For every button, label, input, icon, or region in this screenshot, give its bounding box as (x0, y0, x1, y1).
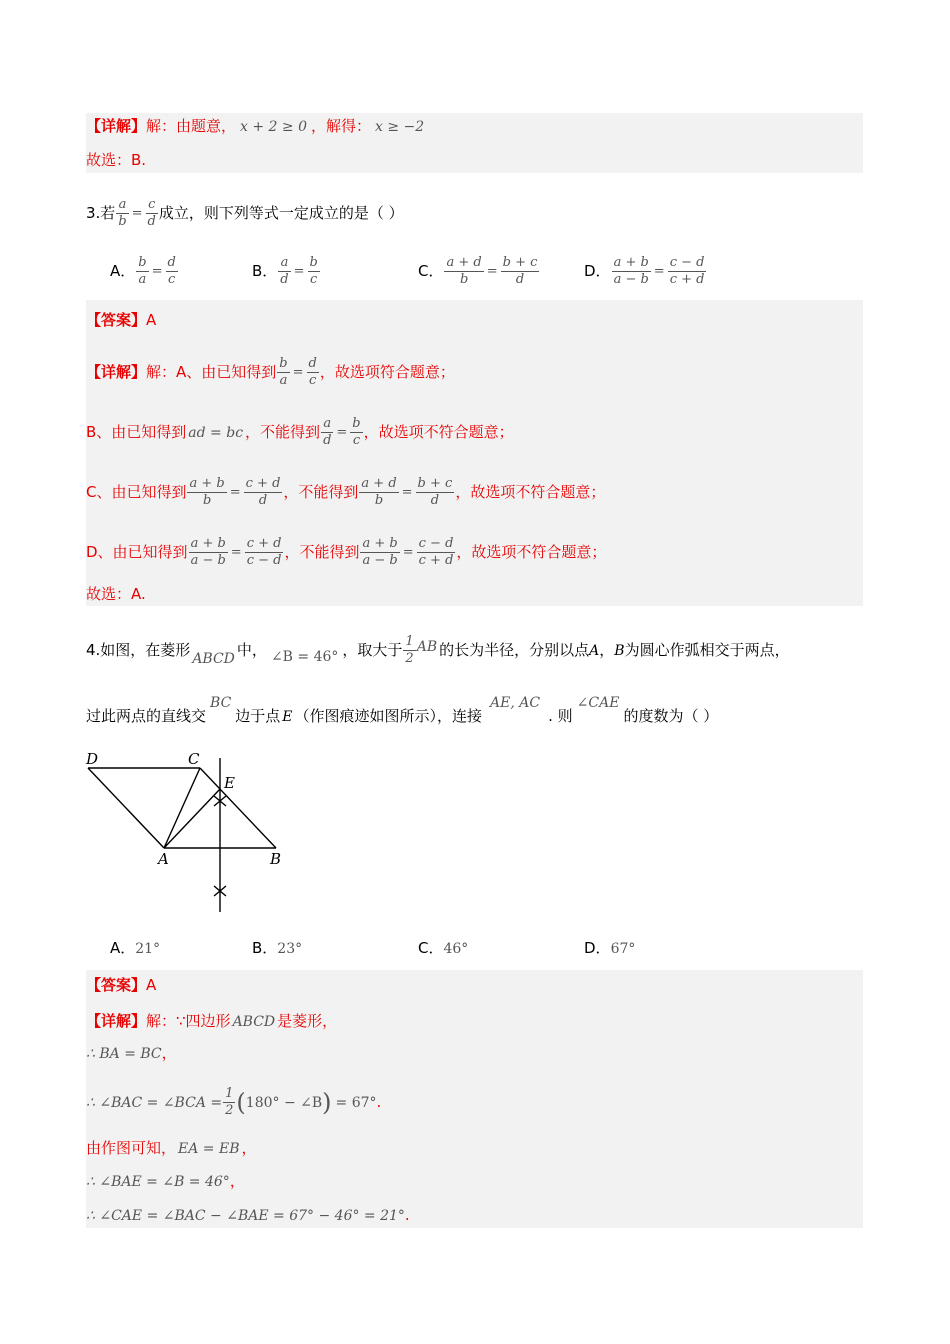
q4-option-d[interactable]: D．67° (584, 939, 636, 957)
q3-detail-d: D、由已知得到 $\frac{a + b}{a - b}$ = $\frac{c + d}{c - d}$ ，不能得到 $\frac{a + b}{a - b}$ = $\frac{c - d}{c + d}$ ，故选项不符合题意； (86, 536, 607, 568)
q3-answer-line: 【答案】A (86, 311, 157, 329)
q4-stem-line-1: 4.如图，在菱形 ABCD 中， ∠B = 46° ，取大于 $\frac{1}{2}$ AB 的长为半径，分别以点A，B为圆心作弧相交于两点， (86, 634, 790, 667)
q3-detail-a: 【详解】解：A、由已知得到 $\frac{b}{a}$ = $\frac{d}{c}$ ，故选项符合题意； (86, 356, 455, 388)
label-b: B (270, 850, 282, 868)
q3-option-a[interactable]: A． $\frac{b}{a}$ = $\frac{d}{c}$ (110, 255, 176, 287)
q4-answer-line: 【答案】A (86, 976, 157, 994)
q4-detail-4: 由作图可知， EA = EB ， (86, 1139, 257, 1157)
q4-detail-5: ∴ ∠BAE = ∠B = 46°， (86, 1172, 245, 1190)
q2-detail-tag: 【详解】 (86, 117, 147, 135)
q4-option-b[interactable]: B．23° (252, 939, 303, 957)
q3-option-b[interactable]: B． $\frac{a}{d}$ = $\frac{b}{c}$ (252, 255, 318, 287)
q4-rhombus-figure (82, 750, 292, 915)
segment-ac (164, 768, 200, 848)
label-e: E (224, 774, 235, 792)
q4-option-a[interactable]: A．21° (110, 939, 161, 957)
q2-condition: x + 2 ≥ 0 (240, 119, 308, 135)
q4-stem-line-2: 过此两点的直线交BC边于点 E （作图痕迹如图所示），连接AE, AC. 则∠CAE的度数为（ ） (86, 695, 719, 725)
q3-detail-c: C、由已知得到 $\frac{a + b}{b}$ = $\frac{c + d}{d}$ ，不能得到 $\frac{a + d}{b}$ = $\frac{b + c}{d}$ ，故选项不符合题意； (86, 476, 606, 508)
q4-answer: A (146, 976, 157, 994)
q2-detail-line: 【详解】解：由题意， x + 2 ≥ 0 ，解得： x ≥ −2 (86, 117, 425, 135)
q4-detail-6: ∴ ∠CAE = ∠BAC − ∠BAE = 67° − 46° = 21°. (86, 1206, 410, 1224)
q4-detail-3: ∴ ∠BAC = ∠BCA = $\frac{1}{2}$ (180° − ∠B) = 67°. (86, 1086, 382, 1118)
q3-given-left: $\frac{a}{b}$ (118, 197, 127, 229)
q2-result: x ≥ −2 (375, 119, 425, 135)
q3-stem: 3.若 $\frac{a}{b}$ = $\frac{c}{d}$ 成立，则下列等式一定成立的是（ ） (86, 197, 404, 229)
q3-option-c[interactable]: C． $\frac{a + d}{b}$ = $\frac{b + c}{d}$ (418, 255, 538, 287)
edge-da (88, 768, 164, 848)
label-a: A (158, 850, 169, 868)
q4-detail-1: 【详解】解：∵四边形 ABCD 是菱形， (86, 1012, 338, 1030)
q3-detail-b: B、由已知得到 ad = bc ，不能得到 $\frac{a}{d}$ = $\frac{b}{c}$ ，故选项不符合题意； (86, 416, 514, 448)
label-d: D (86, 750, 99, 768)
q3-option-d[interactable]: D． $\frac{a + b}{a - b}$ = $\frac{c - d}{c + d}$ (584, 255, 705, 287)
q4-option-c[interactable]: C．46° (418, 939, 469, 957)
segment-ae (164, 789, 220, 848)
q3-pick: 故选：A. (86, 585, 146, 603)
q3-given-right: $\frac{c}{d}$ (147, 197, 156, 229)
q3-answer: A (146, 311, 157, 329)
label-c: C (188, 750, 200, 768)
q2-pick: 故选：B. (86, 151, 147, 169)
q4-detail-2: ∴ BA = BC， (86, 1044, 177, 1062)
edge-cb (200, 768, 276, 848)
